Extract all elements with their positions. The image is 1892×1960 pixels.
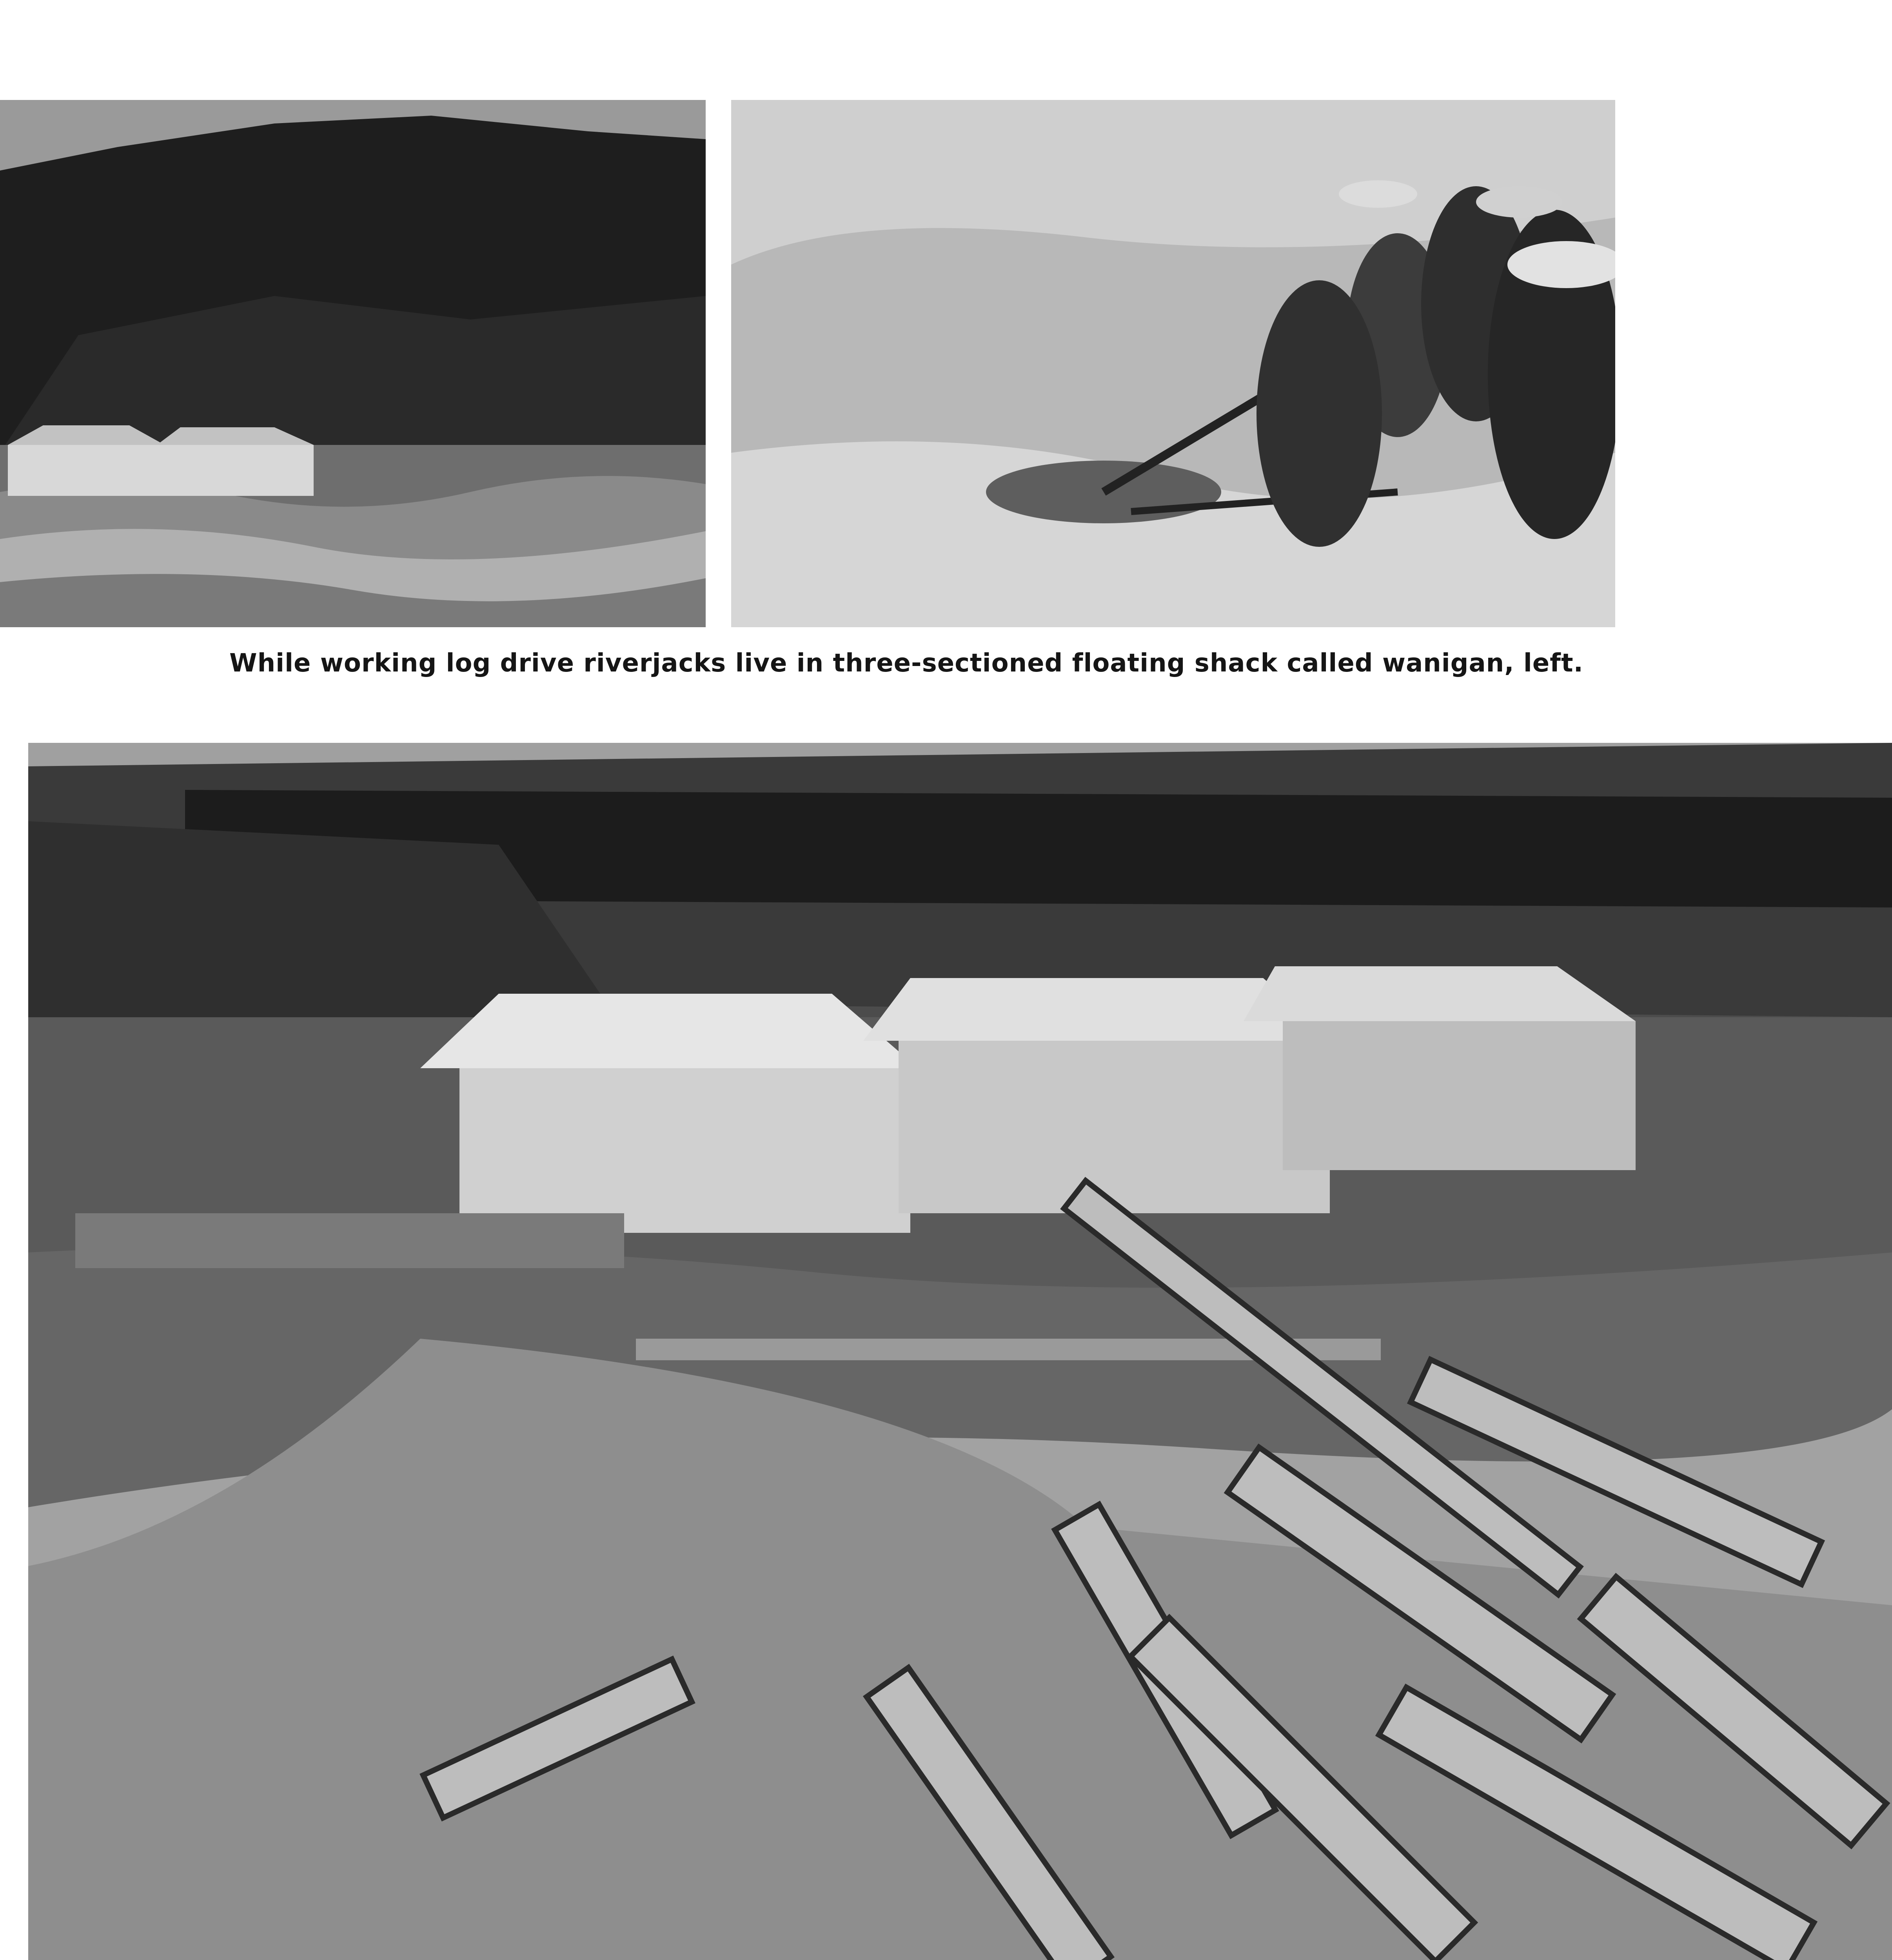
caption-top: While working log drive riverjacks live in three-sectioned floating shack called wanigan, left. [229,649,1583,678]
photo-wanigan-closeup [28,743,1892,1960]
photo-wanigan-distant [0,100,706,627]
photo-riverjacks-pikes [731,100,1615,627]
